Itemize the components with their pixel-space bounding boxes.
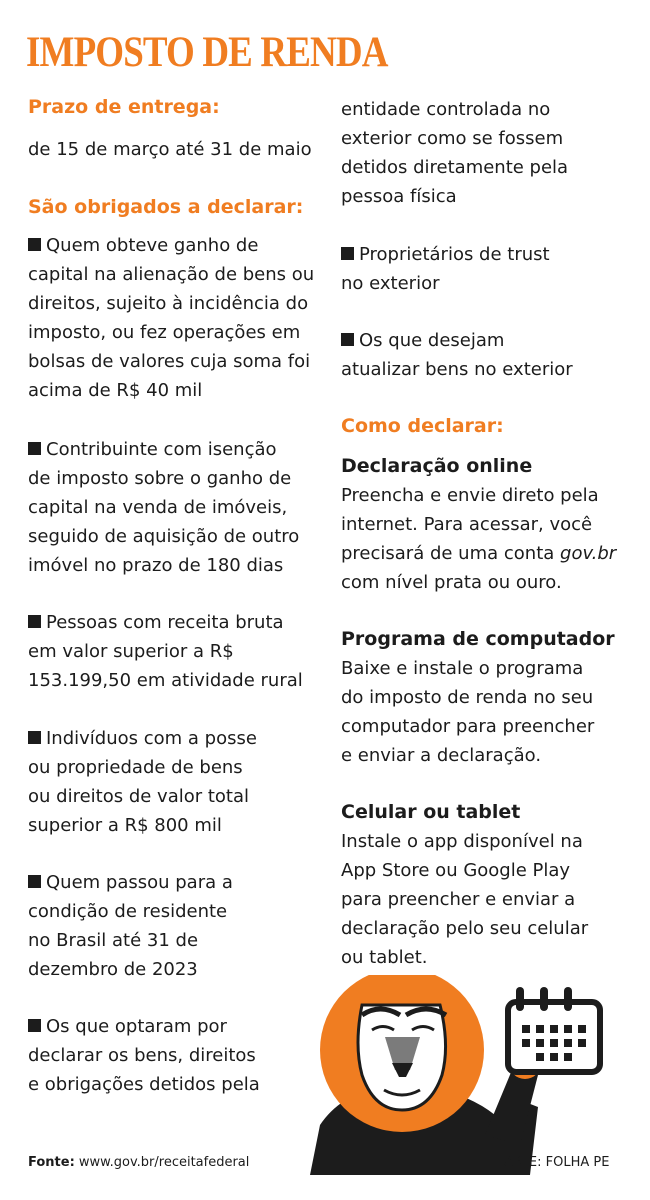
list-item-text: Pessoas com receita bruta em valor superior a R$ 153.199,50 em atividade rural (28, 612, 303, 691)
list-item (341, 240, 550, 298)
bullet-square-icon (28, 238, 41, 251)
bullet-square-icon (28, 1019, 41, 1032)
online-text (341, 481, 616, 597)
list-item-text: Os que desejam atualizar bens no exterior (341, 330, 573, 380)
prazo-heading: Prazo de entrega: (28, 96, 220, 118)
bullet-square-icon (28, 615, 41, 628)
list-item-text: Indivíduos com a posse ou propriedade de bens ou direitos de valor total superior a R$ 800 mil (28, 728, 257, 836)
list-item-text: Os que optaram por declarar os bens, direitos e obrigações detidos pela (28, 1016, 260, 1095)
art-credit: ARTE: FOLHA PE (504, 1155, 610, 1170)
online-text-italic: gov.br (560, 543, 617, 564)
bullet-square-icon (28, 442, 41, 455)
celular-title: Celular ou tablet (341, 801, 521, 823)
list-item-text: Proprietários de trust no exterior (341, 244, 550, 294)
list-item-text: Contribuinte com isenção de imposto sobre o ganho de capital na venda de imóveis, seguido de aquisição de outro imóvel no prazo de 180 dias (28, 439, 300, 576)
celular-text: Instale o app disponível na App Store ou Google Play para preencher e enviar a declaração pelo seu celular ou tablet. (341, 831, 589, 968)
list-item-continuation: entidade controlada no exterior como se fossem detidos diretamente pela pessoa física (341, 99, 569, 207)
list-item (28, 724, 257, 840)
lion-mascot-illustration (280, 975, 650, 1175)
bullet-square-icon (28, 875, 41, 888)
online-text-before: Preencha e envie direto pela internet. Para acessar, você precisará de uma conta (341, 485, 599, 564)
list-item (28, 231, 314, 405)
list-item (341, 326, 573, 384)
source-label: Fonte: (28, 1155, 75, 1170)
como-heading: Como declarar: (341, 415, 504, 437)
list-item (28, 608, 303, 695)
bullet-square-icon (341, 247, 354, 260)
prazo-text: de 15 de março até 31 de maio (28, 139, 312, 160)
source-url: www.gov.br/receitafederal (78, 1155, 250, 1170)
list-item (28, 1012, 260, 1099)
list-item (28, 868, 233, 984)
source-credit (28, 1155, 249, 1170)
calendar-icon (508, 987, 600, 1072)
page-title: IMPOSTO DE RENDA (26, 29, 388, 76)
list-item (28, 435, 299, 580)
online-text-after: com nível prata ou ouro. (341, 572, 562, 593)
list-item-text: Quem passou para a condição de residente no Brasil até 31 de dezembro de 2023 (28, 872, 233, 980)
obrigados-heading: São obrigados a declarar: (28, 196, 304, 218)
programa-title: Programa de computador (341, 628, 615, 650)
bullet-square-icon (341, 333, 354, 346)
online-title: Declaração online (341, 455, 533, 477)
programa-text: Baixe e instale o programa do imposto de renda no seu computador para preencher e enviar a declaração. (341, 658, 595, 766)
list-item-text: Quem obteve ganho de capital na alienação de bens ou direitos, sujeito à incidência do imposto, ou fez operações em bolsas de valores cuja soma foi acima de R$ 40 mil (28, 235, 315, 401)
bullet-square-icon (28, 731, 41, 744)
